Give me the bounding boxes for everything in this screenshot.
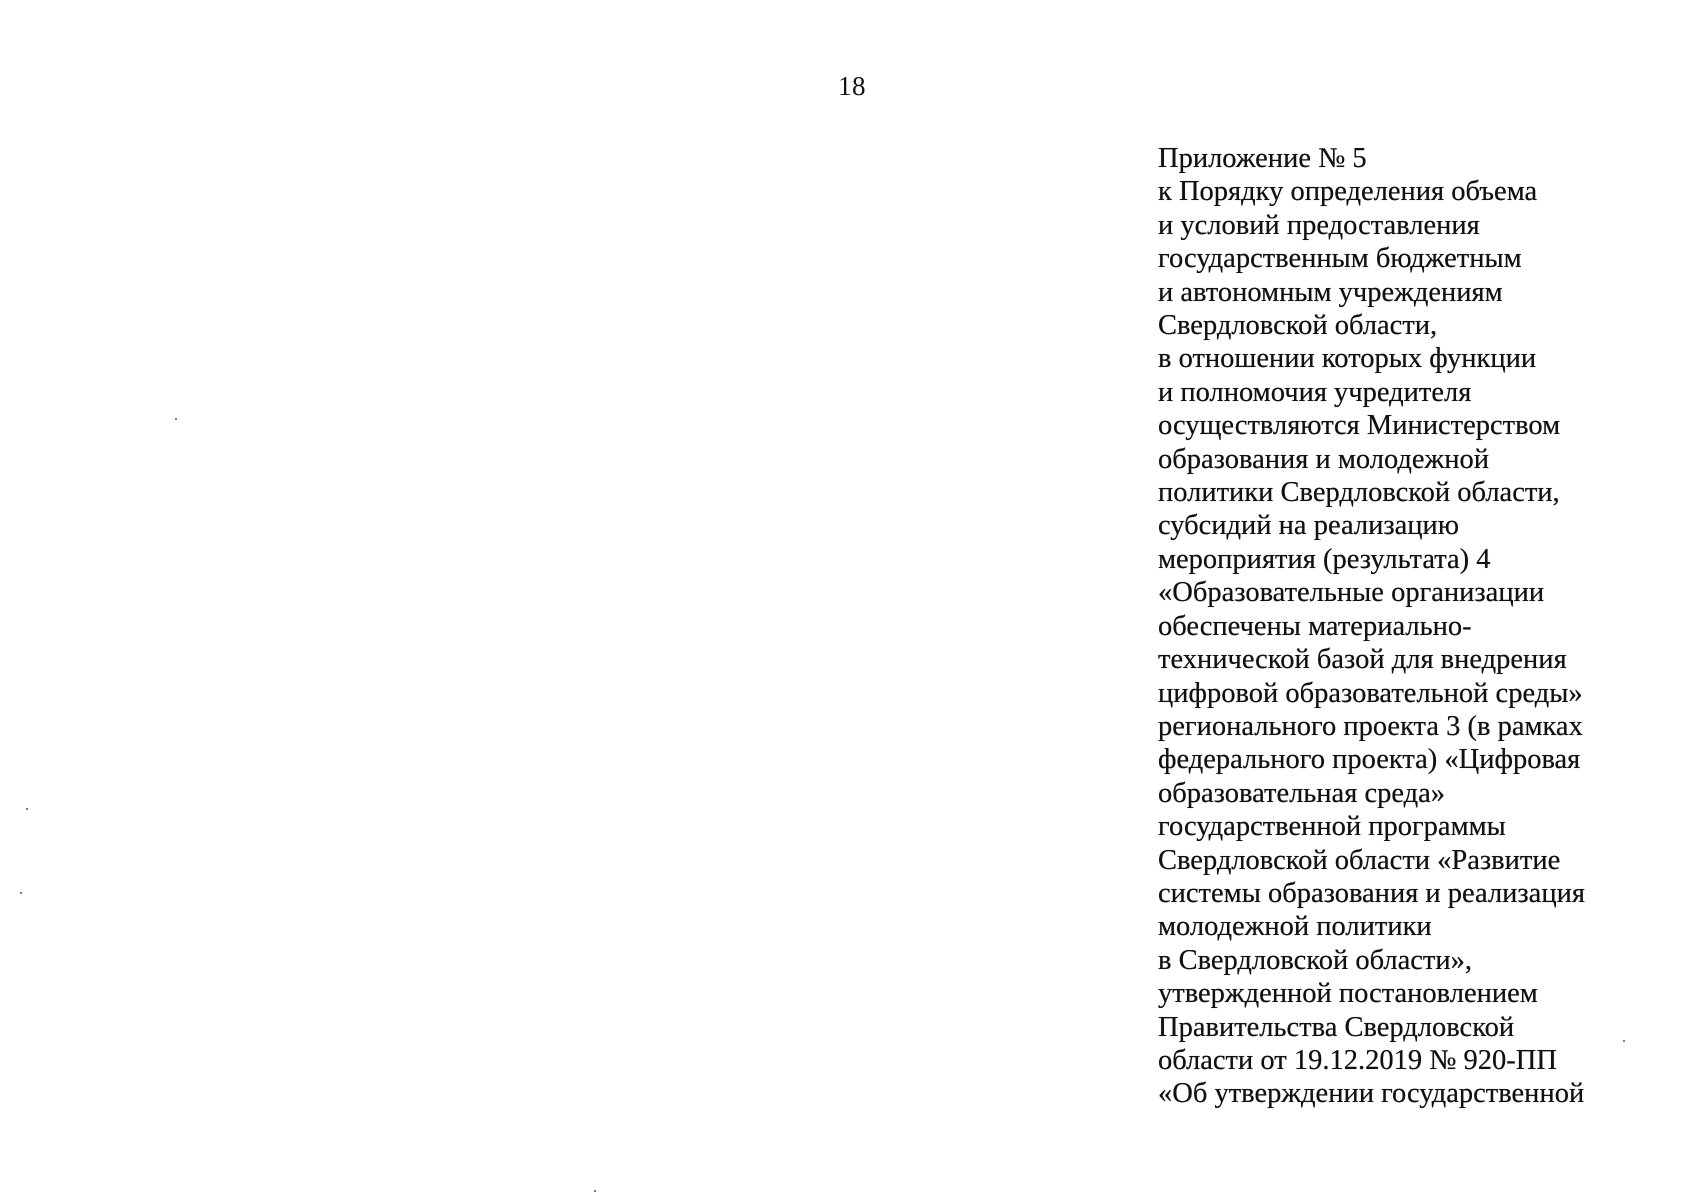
- scan-speck: [26, 808, 28, 810]
- appendix-line: системы образования и реализация: [1158, 877, 1585, 909]
- appendix-line: Правительства Свердловской: [1158, 1011, 1515, 1043]
- appendix-line: «Образовательные организации: [1158, 577, 1545, 609]
- appendix-line: образования и молодежной: [1158, 443, 1489, 475]
- appendix-line: к Порядку определения объема: [1158, 176, 1538, 208]
- scan-speck: [20, 892, 22, 894]
- appendix-line: «Об утверждении государственной: [1158, 1078, 1585, 1110]
- appendix-line: обеспечены материально-: [1158, 610, 1472, 642]
- appendix-line: мероприятия (результата) 4: [1158, 543, 1491, 575]
- appendix-line: в отношении которых функции: [1158, 343, 1537, 375]
- appendix-line: области от 19.12.2019 № 920-ПП: [1158, 1044, 1557, 1076]
- appendix-line: федерального проекта) «Цифровая: [1158, 744, 1581, 776]
- appendix-line: в Свердловской области»,: [1158, 944, 1472, 976]
- appendix-line: утвержденной постановлением: [1158, 978, 1538, 1010]
- appendix-heading-block: [1158, 142, 1678, 1111]
- scan-speck: [175, 418, 177, 420]
- appendix-line: Свердловской области «Развитие: [1158, 844, 1561, 876]
- page-number: 18: [838, 71, 866, 101]
- appendix-line: Свердловской области,: [1158, 310, 1438, 342]
- appendix-line: регионального проекта 3 (в рамках: [1158, 710, 1583, 742]
- appendix-line: и условий предоставления: [1158, 209, 1480, 241]
- appendix-line: Приложение № 5: [1158, 143, 1367, 174]
- scan-speck: [1623, 1040, 1625, 1042]
- appendix-line: государственной программы: [1158, 811, 1506, 843]
- appendix-line: субсидий на реализацию: [1158, 510, 1460, 542]
- appendix-line: государственным бюджетным: [1158, 243, 1522, 275]
- appendix-line: молодежной политики: [1158, 911, 1432, 943]
- scan-speck: [594, 1190, 596, 1192]
- appendix-line: технической базой для внедрения: [1158, 644, 1567, 676]
- appendix-line: цифровой образовательной среды»: [1158, 677, 1583, 709]
- appendix-line: и автономным учреждениям: [1158, 276, 1503, 308]
- appendix-line: и полномочия учредителя: [1158, 376, 1472, 408]
- appendix-line: политики Свердловской области,: [1158, 477, 1560, 509]
- appendix-line: образовательная среда»: [1158, 777, 1446, 809]
- appendix-line: осуществляются Министерством: [1158, 410, 1561, 442]
